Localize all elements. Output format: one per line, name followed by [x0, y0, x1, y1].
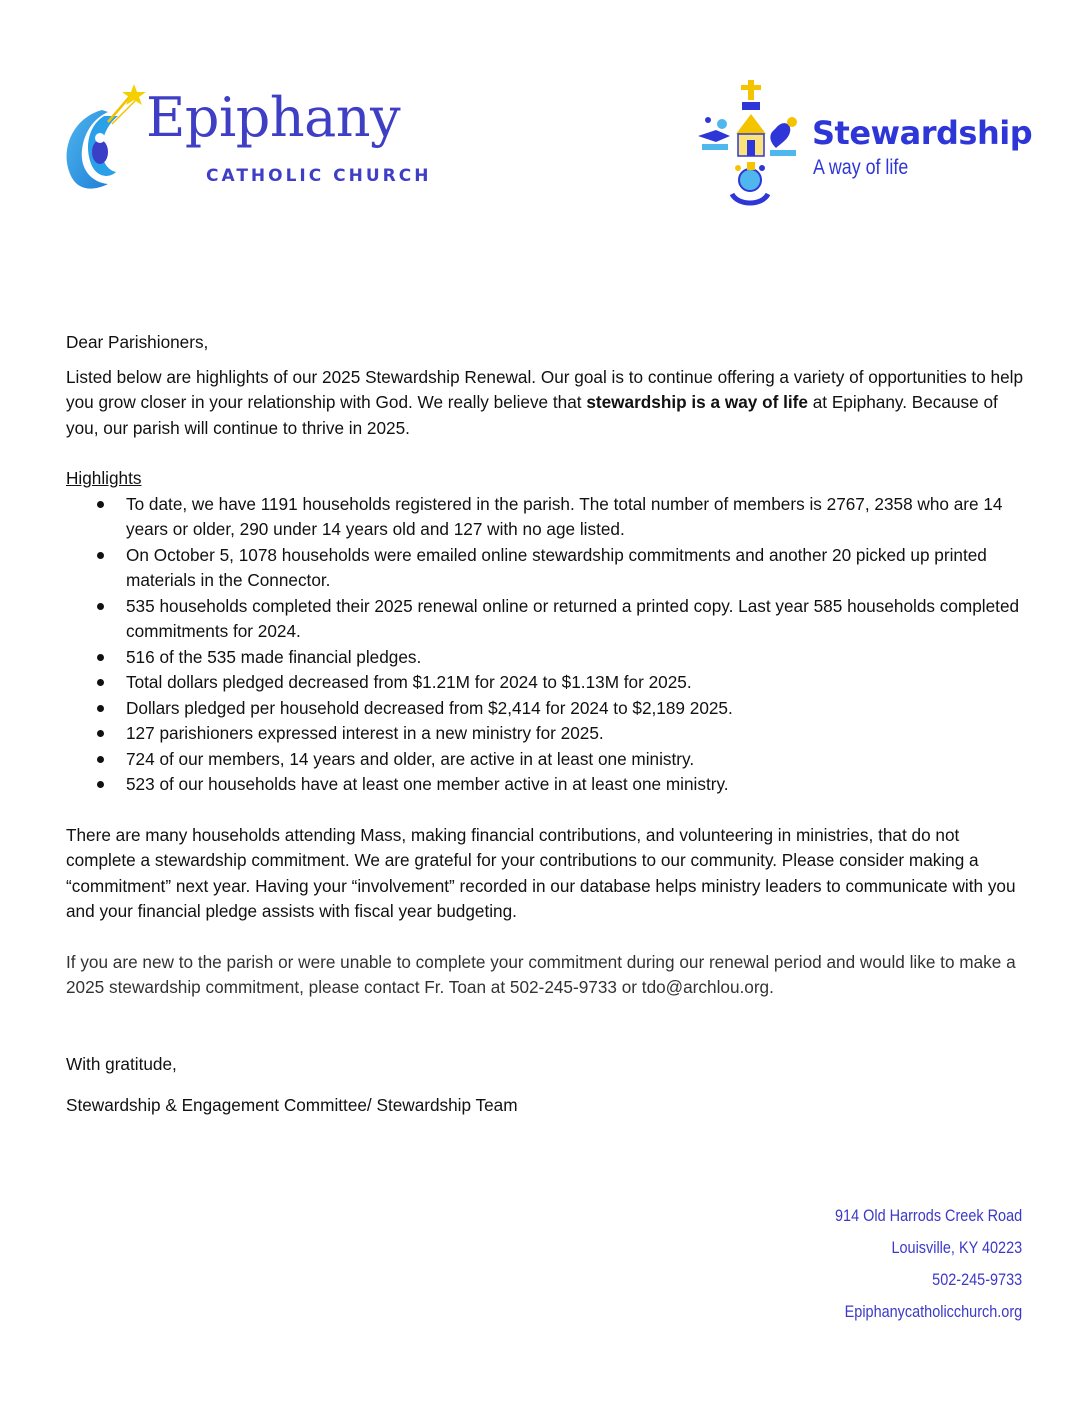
address-street: 914 Old Harrods Creek Road — [834, 1206, 1022, 1225]
intro-paragraph — [66, 365, 1026, 442]
list-item: 535 households completed their 2025 renewal online or returned a printed copy. Last year 585 households completed commitments for 2024. — [126, 594, 1026, 645]
list-item: Dollars pledged per household decreased from $2,414 for 2024 to $2,189 2025. — [126, 696, 1026, 722]
intro-bold-text: stewardship is a way of life — [586, 392, 808, 412]
salutation: Dear Parishioners, — [66, 332, 209, 352]
address-phone: 502-245-9733 — [932, 1270, 1022, 1289]
signature: Stewardship & Engagement Committee/ Stewardship Team — [66, 1095, 518, 1115]
star-and-swoosh-icon — [62, 82, 152, 192]
closing: With gratitude, — [66, 1053, 177, 1074]
church-subtitle: CATHOLIC CHURCH — [206, 166, 432, 186]
commitment-paragraph: There are many households attending Mass, making financial contributions, and volunteering in ministries, that do not complete a stewardship commitment. We are grateful for your contributions to our community. Please consider making a “commitment” next year. Having your “involvement” recorded in our database helps ministry leaders to communicate with you and your financial pledge assists with fiscal year budgeting. — [66, 824, 1016, 921]
intro-text-1: Listed below are highlights of our 2025 Stewardship Renewal. Our goal is to continue offering a variety of opportunities to help you grow closer in your relationship with God. We really believe that — [66, 366, 1024, 412]
list-item: On October 5, 1078 households were emailed online stewardship commitments and another 20 picked up printed materials in the Connector. — [126, 543, 1026, 594]
church-name: Epiphany — [146, 86, 401, 149]
epiphany-logo — [62, 82, 432, 192]
cross-mosaic-icon — [692, 76, 807, 216]
stewardship-tagline: A way of life — [813, 156, 909, 179]
intro-text-2: at Epiphany. Because of you, our parish will continue to thrive in 2025. — [66, 392, 998, 438]
highlights-heading: Highlights — [66, 468, 142, 488]
list-item: 516 of the 535 made financial pledges. — [126, 645, 1026, 671]
highlights-list — [66, 492, 1026, 798]
stewardship-logo — [692, 76, 1032, 216]
list-item: 127 parishioners expressed interest in a new ministry for 2025. — [126, 721, 1026, 747]
list-item: Total dollars pledged decreased from $1.21M for 2024 to $1.13M for 2025. — [126, 670, 1026, 696]
contact-paragraph: If you are new to the parish or were unable to complete your commitment during our renewal period and would like to make a 2025 stewardship commitment, please contact Fr. Toan at 502-245-9733 or tdo@archlou.org. — [66, 951, 1016, 997]
list-item: To date, we have 1191 households registered in the parish. The total number of members is 2767, 2358 who are 14 years or older, 290 under 14 years old and 127 with no age listed. — [126, 492, 1026, 543]
letter-body — [66, 330, 1026, 1119]
address-city: Louisville, KY 40223 — [891, 1238, 1022, 1257]
stewardship-title: Stewardship — [812, 114, 1033, 152]
address-website[interactable]: Epiphanycatholicchurch.org — [844, 1302, 1022, 1321]
list-item: 724 of our members, 14 years and older, are active in at least one ministry. — [126, 747, 1026, 773]
church-address — [802, 1200, 1022, 1328]
list-item: 523 of our households have at least one member active in at least one ministry. — [126, 772, 1026, 798]
